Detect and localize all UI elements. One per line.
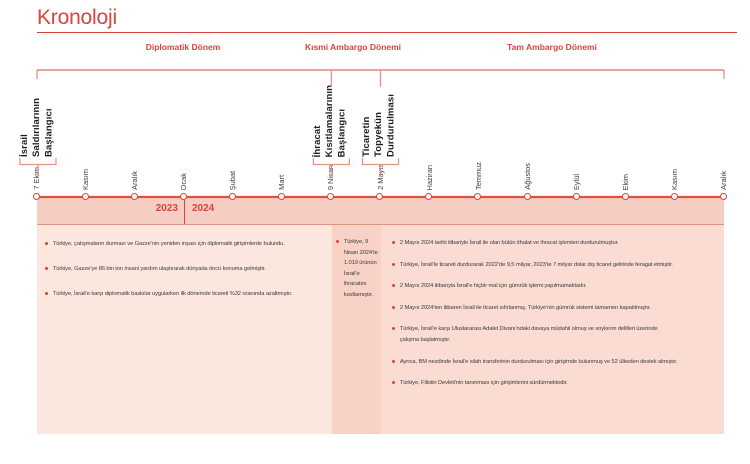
month-label: Mart <box>277 175 287 190</box>
timeline-point <box>229 193 236 200</box>
timeline-point <box>82 193 89 200</box>
month-label: Şubat <box>228 170 238 190</box>
bullet-text: Türkiye, İsrail’e karşı diplomatik baskılar uygularken ilk dönemde ticareti %32 oranında azaltmıştır. <box>52 291 293 297</box>
period-bracket-mid-ticks <box>331 70 380 87</box>
bullet-text: Türkiye, çatışmaların durması ve Gazze’nin yeniden inşası için diplomatik girişimlerde bulundu. <box>52 241 285 247</box>
event-line: Saldırılarının <box>31 98 43 157</box>
year-label-2024: 2024 <box>192 203 215 214</box>
month-label: 7 Ekim <box>32 167 41 190</box>
timeline-point <box>720 193 727 200</box>
month-label: Ağustos <box>522 163 532 190</box>
month-label: Aralık <box>719 171 728 190</box>
month-label: Aralık <box>130 171 140 190</box>
timeline-point <box>524 193 531 200</box>
period-label-partial-embargo: Kısmi Ambargo Dönemi <box>304 42 402 52</box>
timeline-point <box>671 193 678 200</box>
month-label: Temmuz <box>473 161 483 190</box>
period-label-full-embargo: Tam Ambargo Dönemi <box>507 42 597 52</box>
event-line: Durdurulması <box>385 94 397 157</box>
page-title: Kronoloji <box>37 6 117 29</box>
event-line: Ticaretin <box>361 116 372 157</box>
year-label-2023: 2023 <box>155 203 178 214</box>
event-line: İhracat <box>312 125 323 157</box>
timeline-point <box>622 193 629 200</box>
event-brace-export-restrictions <box>313 158 349 177</box>
event-line: Başlangıcı <box>43 108 55 157</box>
period-label-diplomatic: Diplomatik Dönem <box>145 42 221 52</box>
bullet-text: Türkiye, İsrail’e karşı Uluslararası Adalet Divanı’ndaki davaya müdahil olmuş ve soykırım delilleri üzerinde çalışma başlatmıştır. <box>399 326 658 343</box>
bullet-text: 2 Mayıs 2024 tarihi itibariyle İsrail ile olan bütün ithalat ve ihracat işlemleri durdurulmuştur. <box>399 240 619 246</box>
bullet-text: Türkiye, Filistin Devleti’nin tanınması için girişimlerini sürdürmektedir. <box>399 380 568 386</box>
month-label: Kasım <box>81 168 91 190</box>
month-label: 2 Mayıs <box>375 164 385 190</box>
month-label: Kasım <box>669 168 679 190</box>
bullet-text: Türkiye, 9 Nisan 2024’te 1.019 ürünün İsrail’e ihracatını kısıtlamıştır. <box>343 239 378 298</box>
timeline-point <box>131 193 138 200</box>
timeline-point <box>33 193 40 200</box>
event-brace-israel-attacks <box>20 158 56 177</box>
bullet-text: Ayrıca, BM nezdinde İsrail’e silah transferinin durdurulması için girişimde bulunmuş ve 52 ülkeden destek almıştır. <box>399 358 678 365</box>
bullet-text: 2 Mayıs 2024’ten itibaren İsrail ile ticaret sıfırlanmış, Türkiye’nin gümrük sistemi tamamen kapatılmıştır. <box>399 304 651 311</box>
bullet-text: 2 Mayıs 2024 itibarıyla İsrail’e hiçbir mal için gümrük işlemi yapılmamaktadır. <box>399 283 587 289</box>
event-line: Kısıtlamalarının <box>324 84 336 157</box>
timeline-point <box>327 193 334 200</box>
month-label: Ocak <box>179 172 189 190</box>
bullet-text: Türkiye, İsrail’le ticareti durdurarak 2022’de 9,5 milyar, 2023’te 7 milyar dolar dış ticaret gelirinde feragat etmiştir. <box>399 261 673 268</box>
bullet-text: Türkiye, Gazze’ye 86 bin ton insani yardım ulaştırarak dünyada öncü konuma gelmiştir. <box>52 266 266 272</box>
month-label: 9 Nisan <box>326 164 336 190</box>
month-label: Eylül <box>571 173 581 190</box>
timeline-point <box>278 193 285 200</box>
event-line: Topyekün <box>373 112 385 157</box>
timeline-point <box>180 193 187 200</box>
event-line: İsrail <box>19 134 30 157</box>
event-line: Başlangıcı <box>336 108 348 157</box>
month-label: Haziran <box>424 164 434 190</box>
timeline-point <box>573 193 580 200</box>
month-label: Ekim <box>620 173 630 190</box>
event-brace-trade-halt <box>363 158 399 177</box>
